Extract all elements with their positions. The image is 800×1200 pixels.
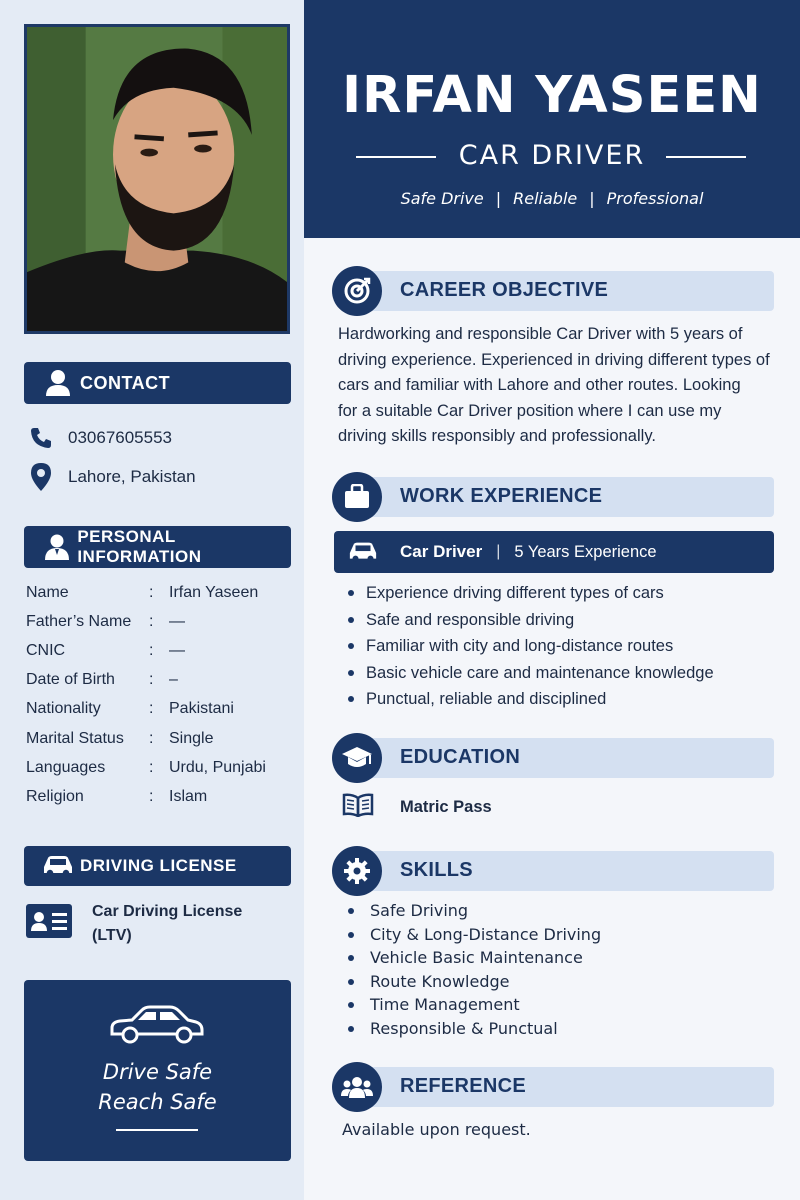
driving-license-title: DRIVING LICENSE bbox=[80, 856, 237, 875]
group-icon bbox=[332, 1062, 382, 1112]
left-sidebar bbox=[0, 0, 304, 1200]
objective-line: driving experience. Experienced in driving different types of bbox=[338, 350, 770, 369]
target-icon bbox=[332, 266, 382, 316]
info-value: Irfan Yaseen bbox=[169, 584, 259, 601]
info-value: Urdu, Punjabi bbox=[169, 759, 266, 776]
car-icon bbox=[348, 541, 378, 563]
objective-text bbox=[338, 322, 778, 450]
career-objective-title: CAREER OBJECTIVE bbox=[400, 279, 609, 301]
contact-title: CONTACT bbox=[80, 372, 171, 393]
skill-item: Safe Driving bbox=[346, 899, 601, 923]
education-header bbox=[332, 735, 774, 785]
tag-separator: | bbox=[589, 189, 595, 208]
education-entry bbox=[342, 793, 492, 821]
job-title-bar bbox=[334, 531, 774, 573]
personal-info-header bbox=[24, 526, 291, 568]
experience-list bbox=[346, 580, 714, 713]
slogan-box bbox=[24, 980, 291, 1161]
candidate-name: IRFAN YASEEN bbox=[342, 66, 762, 125]
skill-item: Vehicle Basic Maintenance bbox=[346, 946, 601, 970]
reference-header bbox=[332, 1064, 774, 1114]
skills-list bbox=[346, 899, 601, 1040]
tag-professional: Professional bbox=[606, 189, 704, 208]
info-value: — bbox=[169, 613, 185, 630]
id-card-icon bbox=[26, 904, 72, 938]
info-value: — bbox=[169, 642, 185, 659]
info-key: Father’s Name bbox=[26, 613, 132, 630]
open-book-icon bbox=[342, 793, 374, 821]
objective-line: Hardworking and responsible Car Driver with 5 years of bbox=[338, 325, 743, 343]
briefcase-icon bbox=[332, 472, 382, 522]
info-colon: : bbox=[149, 671, 154, 688]
info-row-name bbox=[26, 584, 296, 602]
user-icon bbox=[36, 361, 80, 405]
education-item: Matric Pass bbox=[400, 797, 492, 816]
info-key: Nationality bbox=[26, 700, 101, 717]
info-value: Islam bbox=[169, 788, 208, 805]
skill-item: Time Management bbox=[346, 993, 601, 1017]
info-key: Religion bbox=[26, 788, 84, 805]
experience-item: Experience driving different types of cars bbox=[346, 580, 714, 607]
car-icon bbox=[36, 844, 80, 888]
gear-icon bbox=[332, 846, 382, 896]
tagline bbox=[304, 189, 800, 208]
slogan-line-1: Drive Safe bbox=[102, 1060, 213, 1084]
skill-item: Responsible & Punctual bbox=[346, 1017, 601, 1041]
work-experience-header bbox=[332, 474, 774, 524]
info-key: Languages bbox=[26, 759, 106, 776]
driving-license-header bbox=[24, 846, 291, 886]
skills-title: SKILLS bbox=[400, 859, 473, 881]
info-value: Pakistani bbox=[169, 700, 234, 717]
tag-reliable: Reliable bbox=[513, 189, 578, 208]
objective-line: driving skills responsibly and professionally. bbox=[338, 427, 656, 445]
license-line-1: Car Driving License bbox=[92, 903, 243, 920]
slogan-line-2: Reach Safe bbox=[98, 1090, 217, 1114]
info-colon: : bbox=[149, 584, 154, 601]
info-colon: : bbox=[149, 788, 154, 805]
info-value: Single bbox=[169, 730, 214, 747]
contact-header bbox=[24, 362, 291, 404]
info-value: – bbox=[169, 671, 178, 688]
name-header bbox=[304, 0, 800, 238]
info-key: Name bbox=[26, 584, 69, 601]
info-key: Marital Status bbox=[26, 730, 124, 747]
job-separator: | bbox=[496, 543, 501, 560]
info-row-cnic bbox=[26, 642, 296, 660]
profile-photo bbox=[24, 24, 290, 334]
info-row-dob bbox=[26, 671, 296, 689]
info-row-religion bbox=[26, 788, 296, 806]
work-experience-title: WORK EXPERIENCE bbox=[400, 485, 603, 507]
job-duration: 5 Years Experience bbox=[514, 542, 657, 561]
slogan-divider bbox=[116, 1129, 198, 1131]
tag-safe-drive: Safe Drive bbox=[400, 189, 484, 208]
location-row bbox=[26, 462, 196, 492]
info-row-fathers-name bbox=[26, 613, 296, 631]
objective-line: cars and familiar with Lahore and other routes. Looking bbox=[338, 376, 741, 394]
info-row-nationality bbox=[26, 700, 296, 718]
objective-line: for a suitable Car Driver position where I can use my bbox=[338, 401, 722, 420]
experience-item: Punctual, reliable and disciplined bbox=[346, 686, 714, 713]
candidate-role: CAR DRIVER bbox=[458, 140, 646, 171]
phone-number[interactable]: 03067605553 bbox=[68, 428, 173, 447]
role-divider-right bbox=[666, 156, 746, 158]
job-title: Car Driver bbox=[400, 542, 483, 561]
car-outline-icon bbox=[108, 1004, 206, 1050]
location-text: Lahore, Pakistan bbox=[68, 467, 196, 486]
info-key: Date of Birth bbox=[26, 671, 115, 688]
phone-icon bbox=[26, 426, 56, 450]
skill-item: Route Knowledge bbox=[346, 970, 601, 994]
info-colon: : bbox=[149, 613, 154, 630]
info-colon: : bbox=[149, 700, 154, 717]
info-colon: : bbox=[149, 730, 154, 747]
info-row-marital-status bbox=[26, 730, 296, 748]
info-key: CNIC bbox=[26, 642, 66, 659]
experience-item: Safe and responsible driving bbox=[346, 607, 714, 634]
reference-title: REFERENCE bbox=[400, 1075, 527, 1097]
tag-separator: | bbox=[495, 189, 502, 208]
graduation-cap-icon bbox=[332, 733, 382, 783]
person-card-icon bbox=[36, 525, 77, 569]
reference-text: Available upon request. bbox=[342, 1120, 531, 1139]
personal-info-title: PERSONAL INFORMATION bbox=[77, 527, 202, 566]
info-row-languages bbox=[26, 759, 296, 777]
phone-row bbox=[26, 426, 172, 450]
license-entry bbox=[26, 900, 242, 948]
experience-item: Familiar with city and long-distance routes bbox=[346, 633, 714, 660]
education-title: EDUCATION bbox=[400, 746, 521, 768]
info-colon: : bbox=[149, 759, 154, 776]
experience-item: Basic vehicle care and maintenance knowledge bbox=[346, 660, 714, 687]
location-pin-icon bbox=[26, 462, 56, 492]
info-colon: : bbox=[149, 642, 154, 659]
skill-item: City & Long-Distance Driving bbox=[346, 923, 601, 947]
license-line-2: (LTV) bbox=[92, 927, 132, 944]
career-objective-header bbox=[332, 268, 774, 318]
skills-header bbox=[332, 848, 774, 898]
